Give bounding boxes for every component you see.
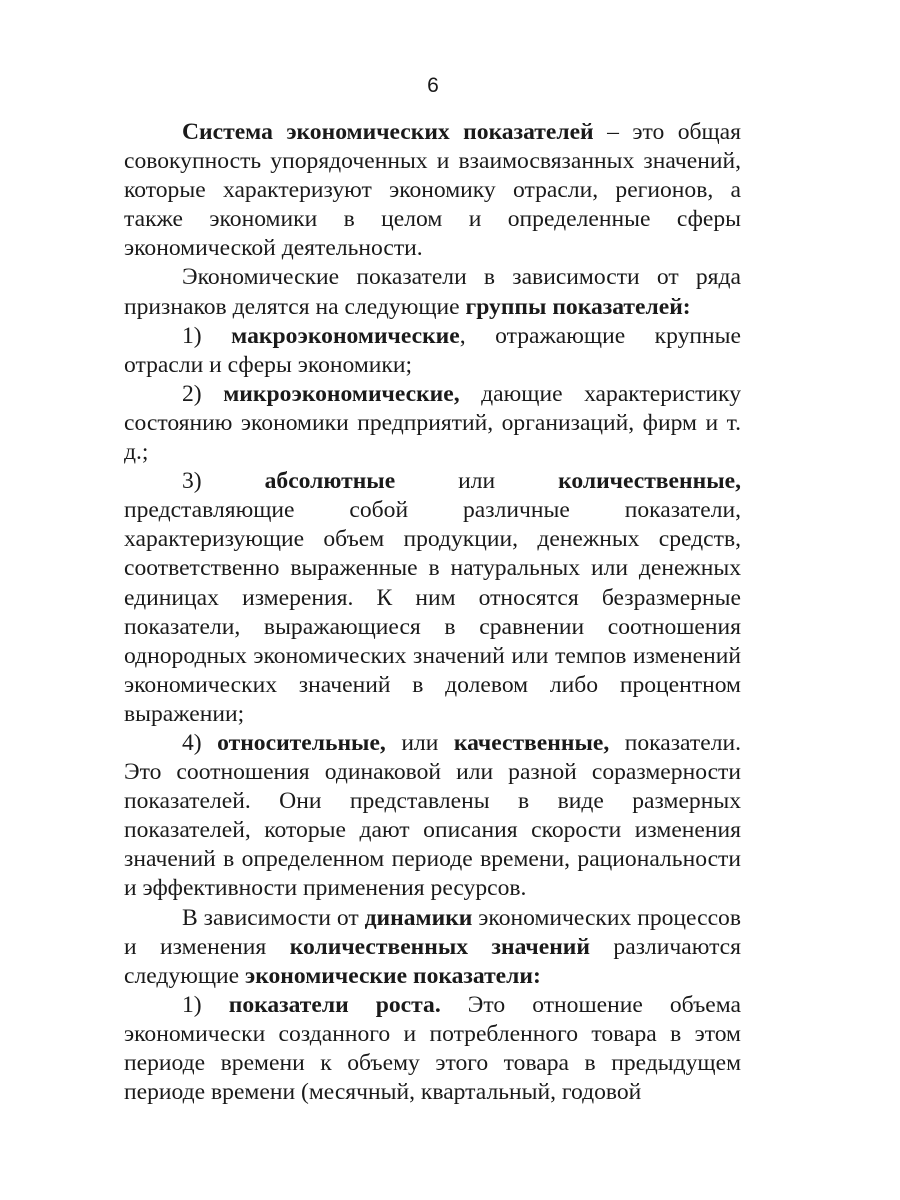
list-item-2 (124, 380, 741, 467)
paragraph-text: различаются следующие (124, 933, 741, 989)
list-number: 3) (182, 468, 265, 495)
paragraph-definition (124, 118, 741, 263)
paragraph-groups-intro (124, 263, 741, 321)
paragraph-text: дающие характеристику состоянию экономики предприятий, организаций, фирм и т. д.; (124, 380, 741, 466)
list-item-3 (124, 467, 741, 729)
paragraph-dynamics-intro (124, 904, 741, 991)
page-number: 6 (427, 74, 439, 97)
paragraph-text: экономических процессов и изменения (124, 904, 741, 960)
paragraph-text: Экономические показатели в зависимости от ряда признаков делятся на следующие (124, 264, 741, 320)
bold-term: показатели роста. (228, 991, 441, 1018)
bold-term: Система экономических показателей (182, 119, 594, 145)
bold-term: количественные, (558, 468, 741, 495)
list-number: 1) (182, 991, 229, 1018)
paragraph-text: показатели. Это соотношения одинаковой или разной соразмерности показателей. Они представлены в виде размерных показателей, которые дают описания скорости изменения значений в определенном периоде времени, рациональности и эффективности применения ресурсов. (124, 729, 741, 902)
bold-term: динамики (364, 904, 473, 931)
paragraph-text: представляющие собой различные показатели, характеризующие объем продукции, денежных средств, соответственно выраженные в натуральных или денежных единицах измерения. К ним относятся безразмерные показатели, выражающиеся в сравнении соотношения однородных экономических значений или темпов изменений экономических значений в долевом либо процентном выражении; (124, 497, 741, 727)
paragraph-text: В зависимости от (182, 904, 365, 931)
list-item-growth (124, 991, 741, 1107)
bold-term: количественных значений (289, 933, 590, 960)
connector-text: или (395, 468, 559, 495)
bold-term: экономические показатели: (245, 962, 541, 989)
bold-term: группы показателей: (465, 293, 691, 320)
bold-term: макроэкономические (231, 322, 460, 349)
paragraph-text: , отражающие крупные отрасли и сферы экономики; (124, 322, 741, 378)
bold-term: относительные, (217, 729, 386, 756)
bold-term: качественные, (453, 729, 610, 756)
list-number: 2) (182, 380, 224, 407)
paragraph-text: Это отношение объема экономически созданного и потребленного товара в этом периоде времени к объему этого товара в предыдущем периоде времени (месячный, квартальный, годовой (124, 991, 741, 1106)
paragraph-text: – это общая совокупность упорядоченных и взаимосвязанных значений, которые характеризуют экономику отрасли, регионов, а также экономики в целом и определенные сферы экономической деятельности. (124, 119, 741, 262)
document-body (124, 118, 741, 1107)
list-number: 1) (182, 322, 232, 349)
list-item-4 (124, 729, 741, 904)
bold-term: абсолютные (264, 468, 396, 495)
list-number: 4) (182, 729, 218, 756)
list-item-1 (124, 322, 741, 380)
connector-text: или (385, 729, 454, 756)
bold-term: микроэкономические, (223, 380, 460, 407)
